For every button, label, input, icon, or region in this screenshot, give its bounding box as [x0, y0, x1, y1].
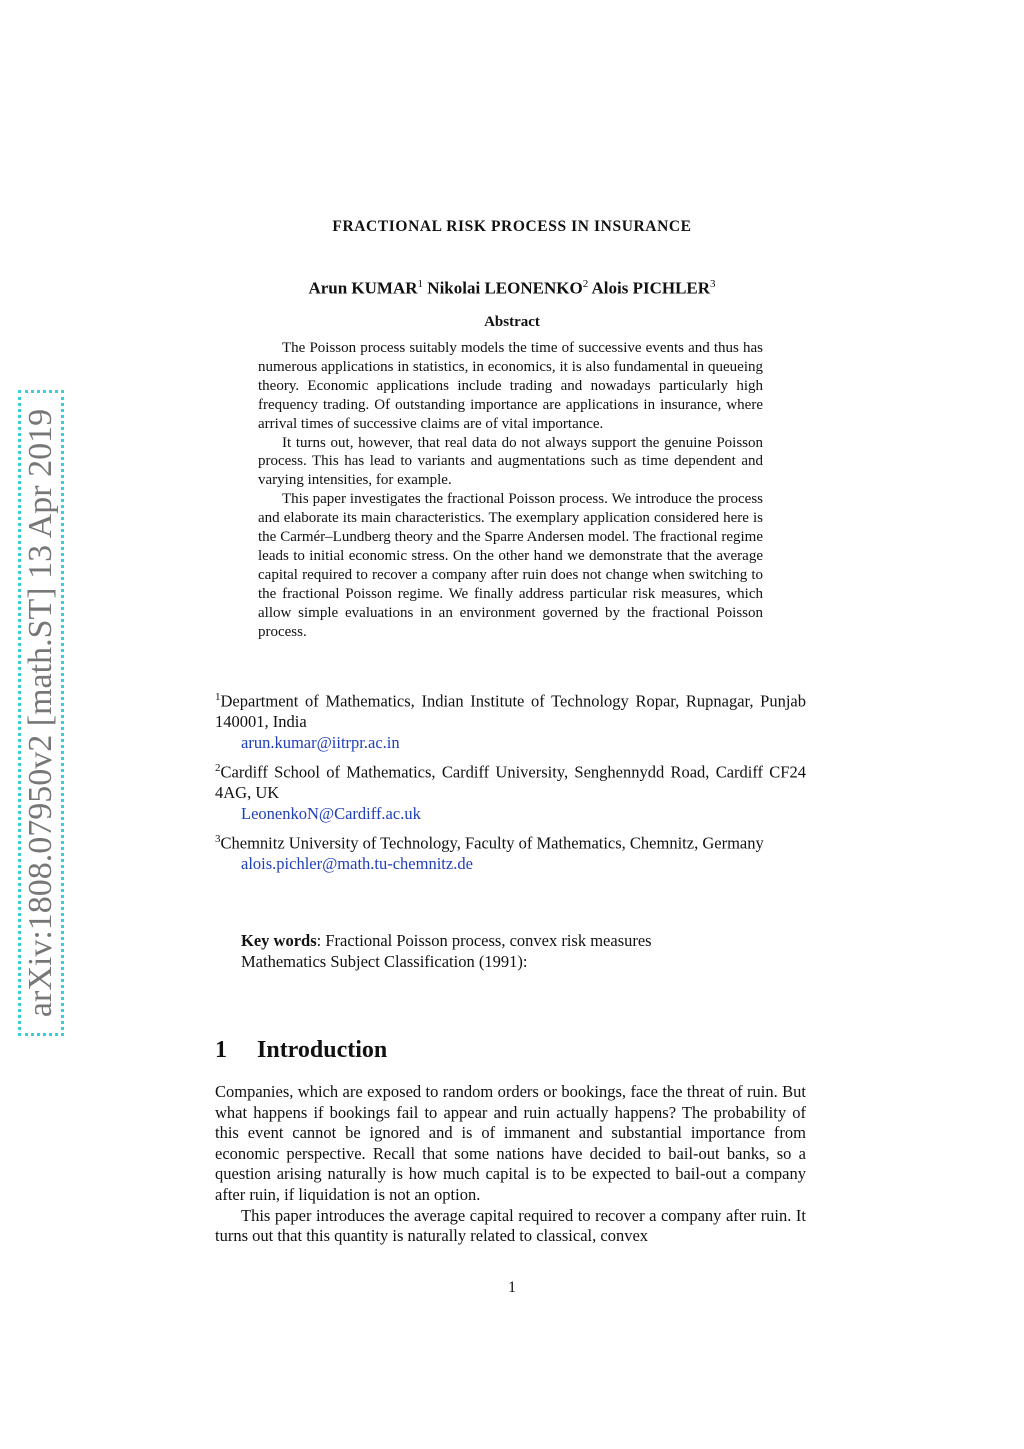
body-paragraph: Companies, which are exposed to random orders or bookings, face the threat of ruin. But what happens if bookings fail to appear and ruin actually happens? The probability of this event cannot be ignored and is of immanent and substantial importance from economic perspective. Recall that some nations have decided to bail-out banks, so a question arising naturally is how much capital is to be expected to bail-out a company after ruin, if liquidation is not an option. — [215, 1082, 806, 1204]
section-body — [215, 1082, 806, 1247]
arxiv-stamp-text: arXiv:1808.07950v2 [math.ST] 13 Apr 2019 — [22, 408, 59, 1018]
section-title: Introduction — [257, 1037, 388, 1063]
body-paragraph: This paper introduces the average capital required to recover a company after ruin. It turns out that this quantity is naturally related to classical, convex — [215, 1205, 806, 1246]
section-heading — [215, 1037, 387, 1064]
keywords-label: Key words — [241, 931, 317, 950]
affiliation-mark: 2 — [215, 762, 221, 774]
author-name: Arun KUMAR — [308, 278, 418, 298]
affiliation-text: Chemnitz University of Technology, Faculty of Mathematics, Chemnitz, Germany — [220, 833, 764, 853]
keywords-block — [241, 930, 806, 972]
abstract-paragraph: This paper investigates the fractional Poisson process. We introduce the process and elaborate its main characteristics. The exemplary application considered here is the Carmér–Lundberg theory and the Sparre Andersen model. The fractional regime leads to initial economic stress. On the other hand we demonstrate that the average capital required to recover a company after ruin does not change when switching to the fractional Poisson regime. We finally address particular risk measures, which allow simple evaluations in an environment governed by the fractional Poisson process. — [258, 491, 763, 640]
abstract-paragraph: It turns out, however, that real data do not always support the genuine Poisson process. This has lead to variants and augmentations such as time dependent and varying intensities, for example. — [258, 434, 763, 489]
affiliation-3 — [215, 829, 806, 875]
email-link[interactable]: LeonenkoN@Cardiff.ac.uk — [241, 803, 421, 823]
abstract-heading: Abstract — [484, 314, 540, 330]
affiliation-2 — [215, 758, 806, 824]
affiliation-1 — [215, 687, 806, 753]
author-name: Alois PICHLER — [591, 278, 711, 298]
arxiv-stamp — [18, 390, 64, 1036]
paper-title: FRACTIONAL RISK PROCESS IN INSURANCE — [332, 218, 692, 235]
email-link[interactable]: alois.pichler@math.tu-chemnitz.de — [241, 854, 473, 873]
affiliation-mark: 3 — [215, 833, 221, 845]
keywords-text: : Fractional Poisson process, convex risk measures — [316, 931, 652, 950]
abstract-body — [258, 339, 763, 642]
author-mark: 2 — [582, 278, 589, 290]
email-link[interactable]: arun.kumar@iitrpr.ac.in — [241, 732, 400, 752]
section-number: 1 — [215, 1037, 227, 1063]
msc-line: Mathematics Subject Classification (1991): — [241, 952, 528, 971]
author-mark: 3 — [710, 278, 716, 290]
affiliation-mark: 1 — [215, 691, 221, 703]
affiliation-text: Department of Mathematics, Indian Institute of Technology Ropar, Rupnagar, Punjab 140001, India — [215, 691, 806, 731]
author-name: Nikolai LEONENKO — [427, 278, 583, 298]
abstract-paragraph: The Poisson process suitably models the time of successive events and thus has numerous applications in statistics, in economics, it is also fundamental in queueing theory. Economic applications include trading and nowadays particularly high frequency trading. Of outstanding importance are applications in insurance, where arrival times of successive claims are of vital importance. — [258, 340, 763, 432]
author-list — [0, 278, 1024, 299]
page-number: 1 — [508, 1279, 516, 1296]
author-mark: 1 — [417, 278, 424, 290]
affiliation-text: Cardiff School of Mathematics, Cardiff University, Senghennydd Road, Cardiff CF24 4AG, UK — [215, 762, 806, 802]
